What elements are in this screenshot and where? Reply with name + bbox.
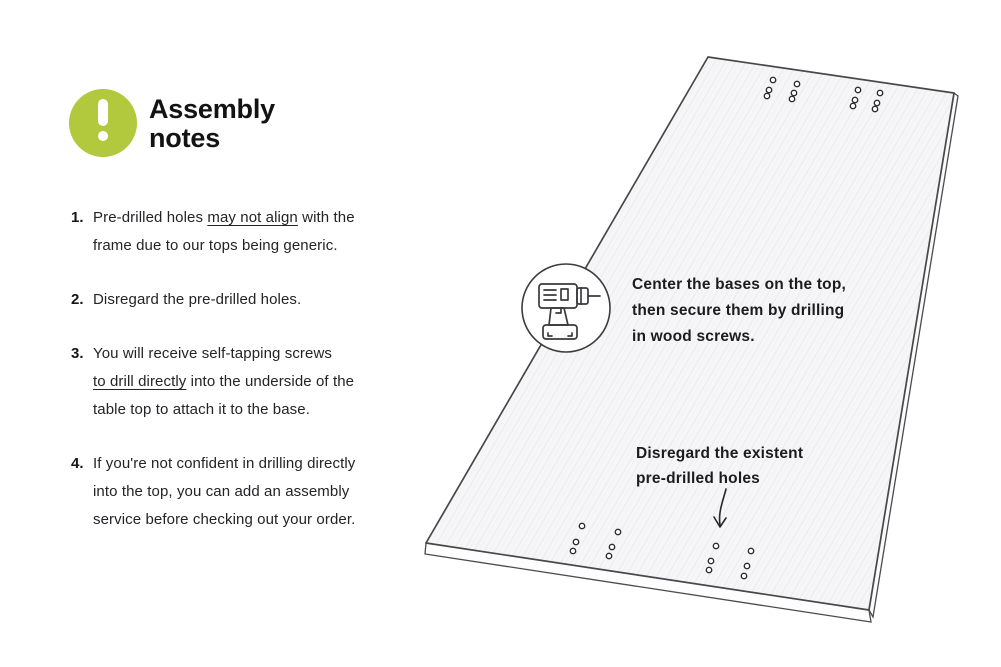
drill-hole: [713, 543, 718, 548]
annotation-line: then secure them by drilling: [632, 302, 845, 319]
drill-hole: [606, 553, 611, 558]
note-number: 2.: [71, 291, 84, 308]
drill-hole: [789, 96, 794, 101]
drill-hole: [573, 539, 578, 544]
drill-hole: [741, 573, 746, 578]
drill-hole: [570, 548, 575, 553]
annotation-line: pre-drilled holes: [636, 470, 760, 487]
note-text-line: If you're not confident in drilling directly: [93, 455, 356, 472]
note-text-line: Disregard the pre-drilled holes.: [93, 291, 302, 308]
drill-hole: [874, 100, 879, 105]
drill-hole: [766, 87, 771, 92]
drill-hole: [872, 106, 877, 111]
note-text-line: to drill directly into the underside of the: [93, 373, 355, 390]
drill-hole: [748, 548, 753, 553]
page-title-line2: notes: [149, 123, 221, 153]
note-item: [71, 204, 416, 260]
note-item: [71, 340, 416, 424]
drill-hole: [852, 97, 857, 102]
note-text-line: Pre-drilled holes may not align with the: [93, 209, 355, 226]
note-item: [71, 286, 416, 314]
annotation-line: Center the bases on the top,: [632, 276, 847, 293]
drill-badge: [522, 264, 610, 352]
drill-hole: [615, 529, 620, 534]
drill-hole: [855, 87, 860, 92]
page-title: [149, 95, 275, 153]
drill-hole: [609, 544, 614, 549]
drill-hole: [764, 93, 769, 98]
note-number: 1.: [71, 209, 84, 226]
notes-list: [71, 204, 416, 560]
drill-hole: [877, 90, 882, 95]
note-text-line: frame due to our tops being generic.: [93, 237, 338, 254]
note-item: [71, 450, 416, 534]
note-text-line: You will receive self-tapping screws: [93, 345, 332, 362]
drill-hole: [850, 103, 855, 108]
drill-hole: [770, 77, 775, 82]
drill-hole: [744, 563, 749, 568]
header: [69, 89, 275, 157]
page-title-line1: Assembly: [149, 94, 275, 124]
note-text-line: into the top, you can add an assembly: [93, 483, 350, 500]
drill-hole: [708, 558, 713, 563]
drill-hole: [794, 81, 799, 86]
drill-hole: [791, 90, 796, 95]
note-number: 3.: [71, 345, 84, 362]
exclamation-icon: [69, 89, 137, 157]
drill-hole: [579, 523, 584, 528]
note-number: 4.: [71, 455, 84, 472]
disregard-holes-note: [636, 441, 803, 491]
drill-instruction-note: [632, 272, 846, 350]
note-text-line: table top to attach it to the base.: [93, 401, 310, 418]
annotation-line: Disregard the existent: [636, 445, 804, 462]
drill-hole: [706, 567, 711, 572]
note-text-line: service before checking out your order.: [93, 511, 356, 528]
annotation-line: in wood screws.: [632, 328, 755, 345]
